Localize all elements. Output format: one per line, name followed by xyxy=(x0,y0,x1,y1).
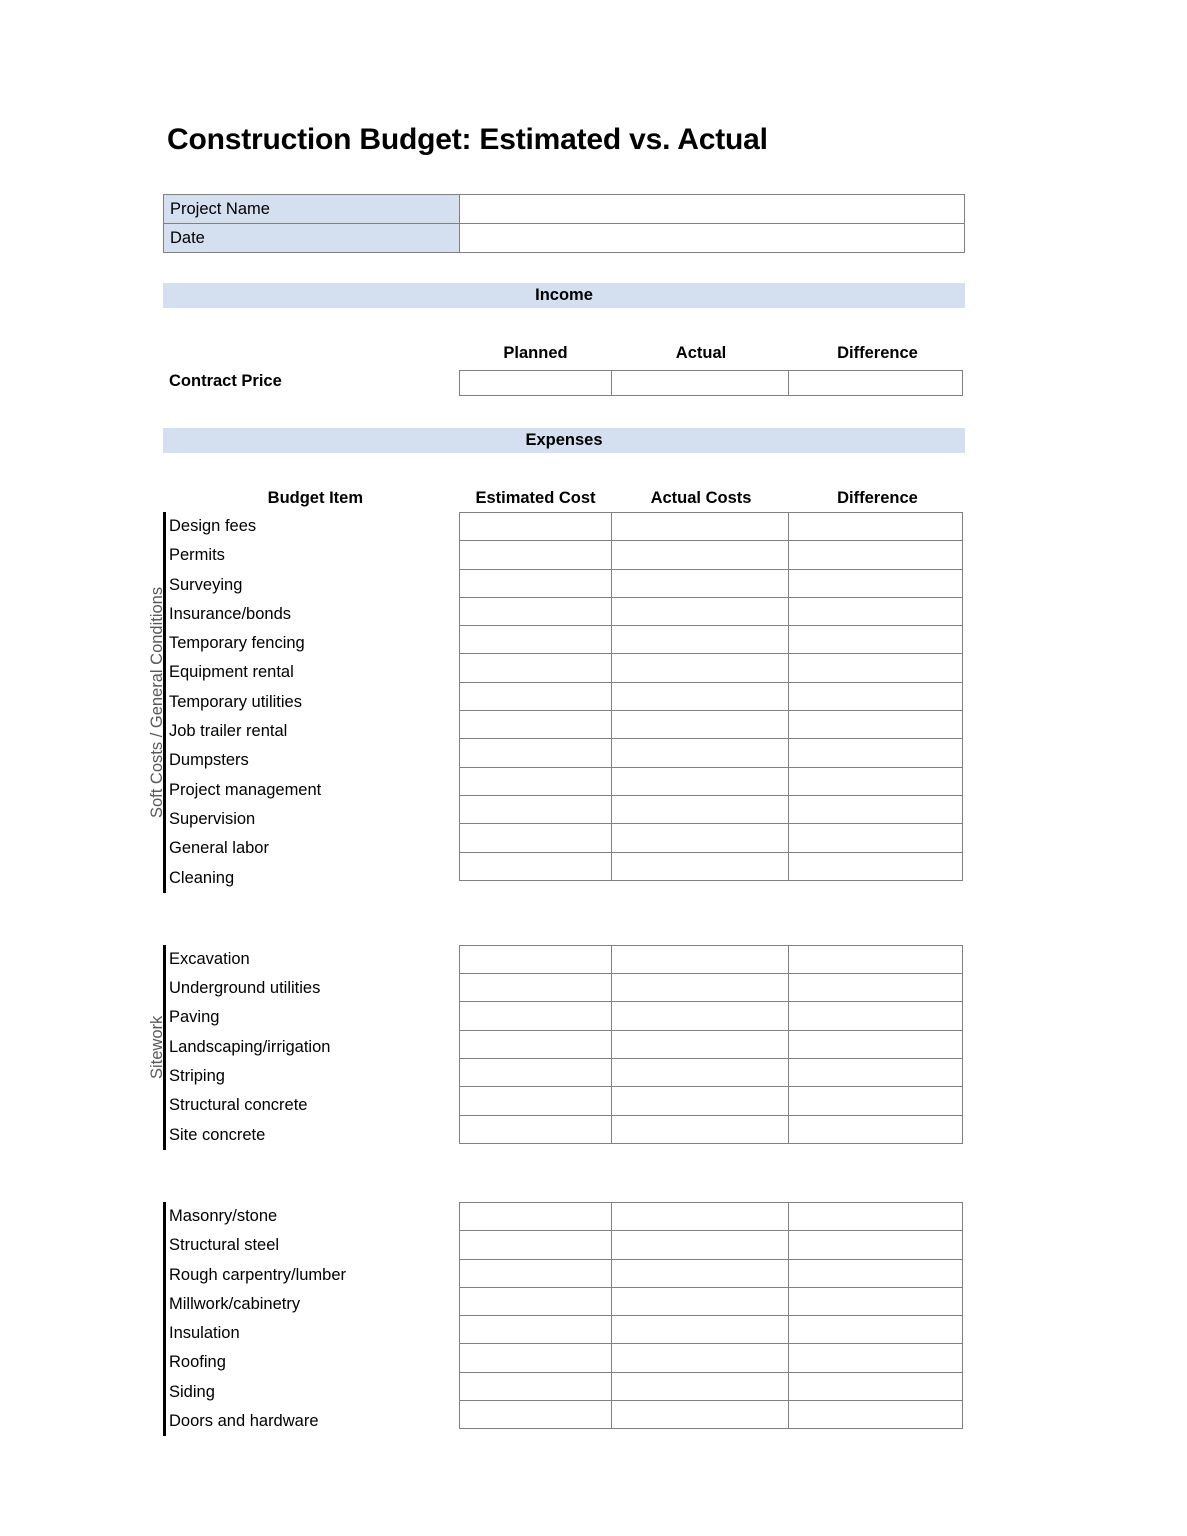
budget-item-label: Permits xyxy=(169,546,225,565)
group-item-labels xyxy=(169,945,330,1150)
page-title: Construction Budget: Estimated vs. Actual xyxy=(167,123,768,156)
estimated-cost-cell[interactable] xyxy=(459,1259,612,1288)
project-info-row xyxy=(164,195,965,224)
actual-cost-cell[interactable] xyxy=(611,795,789,824)
difference-cell[interactable] xyxy=(788,1001,963,1030)
estimated-cost-cell[interactable] xyxy=(459,795,612,824)
estimated-cost-cell[interactable] xyxy=(459,1343,612,1372)
budget-item-label: Structural concrete xyxy=(169,1096,308,1115)
actual-cost-cell[interactable] xyxy=(611,1086,789,1115)
budget-item-label: Supervision xyxy=(169,809,256,828)
difference-cell[interactable] xyxy=(788,1030,963,1059)
expense-group xyxy=(0,512,1187,893)
estimated-cost-cell[interactable] xyxy=(459,1001,612,1030)
table-row xyxy=(459,541,965,569)
table-row xyxy=(459,1002,965,1030)
difference-cell[interactable] xyxy=(788,1343,963,1372)
contract-price-label: Contract Price xyxy=(169,372,282,390)
estimated-cost-cell[interactable] xyxy=(459,1287,612,1316)
difference-cell[interactable] xyxy=(788,597,963,626)
budget-item-label: Masonry/stone xyxy=(169,1207,278,1225)
contract-price-difference-cell[interactable] xyxy=(788,370,963,396)
estimated-cost-cell[interactable] xyxy=(459,1400,612,1429)
budget-item-label: Siding xyxy=(169,1382,215,1401)
estimated-cost-cell[interactable] xyxy=(459,1202,612,1231)
actual-cost-cell[interactable] xyxy=(611,1372,789,1401)
table-row xyxy=(459,824,965,852)
table-row xyxy=(459,853,965,881)
table-row xyxy=(459,1316,965,1344)
actual-cost-cell[interactable] xyxy=(611,1001,789,1030)
difference-cell[interactable] xyxy=(788,540,963,569)
difference-cell[interactable] xyxy=(788,1372,963,1401)
group-cost-grid xyxy=(459,1202,965,1429)
difference-cell[interactable] xyxy=(788,973,963,1002)
group-cost-grid xyxy=(459,945,965,1144)
estimated-cost-cell[interactable] xyxy=(459,653,612,682)
budget-item-label: Insulation xyxy=(169,1324,240,1343)
difference-cell[interactable] xyxy=(788,738,963,767)
expenses-header-actual-costs: Actual Costs xyxy=(650,489,752,507)
budget-item-label: Paving xyxy=(169,1008,220,1027)
difference-cell[interactable] xyxy=(788,625,963,654)
expense-group xyxy=(0,945,1187,1150)
estimated-cost-cell[interactable] xyxy=(459,852,612,881)
table-row xyxy=(459,1087,965,1115)
actual-cost-cell[interactable] xyxy=(611,1030,789,1059)
difference-cell[interactable] xyxy=(788,1115,963,1144)
table-row xyxy=(459,796,965,824)
group-item-labels xyxy=(169,1202,346,1436)
table-row xyxy=(459,570,965,598)
project-info-value-field[interactable] xyxy=(459,224,964,253)
actual-cost-cell[interactable] xyxy=(611,625,789,654)
budget-item-label: Design fees xyxy=(169,517,257,535)
difference-cell[interactable] xyxy=(788,653,963,682)
table-row xyxy=(459,598,965,626)
actual-cost-cell[interactable] xyxy=(611,1230,789,1259)
income-header-difference: Difference xyxy=(837,344,918,362)
contract-price-actual-cell[interactable] xyxy=(611,370,789,396)
expenses-section-banner: Expenses xyxy=(163,428,965,453)
difference-cell[interactable] xyxy=(788,1202,963,1231)
table-row xyxy=(459,1031,965,1059)
actual-cost-cell[interactable] xyxy=(611,1058,789,1087)
budget-item-label: Excavation xyxy=(169,949,250,968)
group-cost-grid xyxy=(459,512,965,881)
contract-price-row xyxy=(459,370,965,396)
expenses-header-estimated-cost: Estimated Cost xyxy=(475,489,596,507)
table-row xyxy=(459,1373,965,1401)
group-vertical-label-text: Soft Costs / General Conditions xyxy=(148,586,166,818)
difference-cell[interactable] xyxy=(788,1230,963,1259)
actual-cost-cell[interactable] xyxy=(611,569,789,598)
difference-cell[interactable] xyxy=(788,1259,963,1288)
difference-cell[interactable] xyxy=(788,1315,963,1344)
project-info-label: Project Name xyxy=(164,195,460,224)
budget-item-label: General labor xyxy=(169,839,269,858)
table-row xyxy=(459,1401,965,1429)
table-row xyxy=(459,1231,965,1259)
budget-item-label: Temporary utilities xyxy=(169,692,302,711)
difference-cell[interactable] xyxy=(788,1287,963,1316)
budget-item-label: Equipment rental xyxy=(169,663,294,682)
estimated-cost-cell[interactable] xyxy=(459,823,612,852)
budget-item-label: Cleaning xyxy=(169,868,235,887)
table-row xyxy=(459,768,965,796)
budget-item-label: Job trailer rental xyxy=(169,722,288,741)
actual-cost-cell[interactable] xyxy=(611,710,789,739)
estimated-cost-cell[interactable] xyxy=(459,1086,612,1115)
actual-cost-cell[interactable] xyxy=(611,1115,789,1144)
budget-item-label: Rough carpentry/lumber xyxy=(169,1265,347,1284)
estimated-cost-cell[interactable] xyxy=(459,945,612,974)
actual-cost-cell[interactable] xyxy=(611,1287,789,1316)
table-row xyxy=(459,1202,965,1231)
difference-cell[interactable] xyxy=(788,823,963,852)
project-info-value-field[interactable] xyxy=(459,195,964,224)
estimated-cost-cell[interactable] xyxy=(459,710,612,739)
difference-cell[interactable] xyxy=(788,1058,963,1087)
actual-cost-cell[interactable] xyxy=(611,512,789,541)
project-info-table xyxy=(163,194,965,253)
table-row xyxy=(459,711,965,739)
expenses-column-headers xyxy=(459,489,965,508)
actual-cost-cell[interactable] xyxy=(611,1400,789,1429)
budget-item-label: Temporary fencing xyxy=(169,634,305,653)
budget-item-label: Dumpsters xyxy=(169,751,249,770)
difference-cell[interactable] xyxy=(788,1400,963,1429)
estimated-cost-cell[interactable] xyxy=(459,973,612,1002)
group-item-labels xyxy=(169,512,321,893)
table-row xyxy=(459,1288,965,1316)
difference-cell[interactable] xyxy=(788,852,963,881)
estimated-cost-cell[interactable] xyxy=(459,1230,612,1259)
difference-cell[interactable] xyxy=(788,569,963,598)
project-info-label: Date xyxy=(164,224,460,253)
table-row xyxy=(459,1059,965,1087)
table-row xyxy=(459,1344,965,1372)
table-row xyxy=(459,739,965,767)
expenses-header-budget-item: Budget Item xyxy=(267,489,363,507)
actual-cost-cell[interactable] xyxy=(611,1343,789,1372)
budget-item-label: Site concrete xyxy=(169,1125,266,1144)
difference-cell[interactable] xyxy=(788,1086,963,1115)
table-row xyxy=(459,512,965,541)
budget-item-label: Roofing xyxy=(169,1353,226,1372)
budget-item-label: Insurance/bonds xyxy=(169,604,292,623)
group-rail xyxy=(163,1202,166,1436)
difference-cell[interactable] xyxy=(788,945,963,974)
table-row xyxy=(459,1260,965,1288)
budget-item-label: Landscaping/irrigation xyxy=(169,1037,331,1056)
income-header-planned: Planned xyxy=(503,344,568,362)
estimated-cost-cell[interactable] xyxy=(459,1372,612,1401)
income-header-actual: Actual xyxy=(675,344,727,362)
budget-item-label: Project management xyxy=(169,780,322,799)
group-vertical-label-text: Sitework xyxy=(148,1015,166,1079)
budget-item-label: Millwork/cabinetry xyxy=(169,1294,301,1313)
estimated-cost-cell[interactable] xyxy=(459,767,612,796)
contract-price-planned-cell[interactable] xyxy=(459,370,612,396)
expense-group xyxy=(0,1202,1187,1436)
actual-cost-cell[interactable] xyxy=(611,1259,789,1288)
income-section-banner: Income xyxy=(163,283,965,308)
estimated-cost-cell[interactable] xyxy=(459,1115,612,1144)
difference-cell[interactable] xyxy=(788,795,963,824)
estimated-cost-cell[interactable] xyxy=(459,569,612,598)
estimated-cost-cell[interactable] xyxy=(459,597,612,626)
actual-cost-cell[interactable] xyxy=(611,1315,789,1344)
actual-cost-cell[interactable] xyxy=(611,653,789,682)
actual-cost-cell[interactable] xyxy=(611,540,789,569)
difference-cell[interactable] xyxy=(788,512,963,541)
estimated-cost-cell[interactable] xyxy=(459,512,612,541)
expenses-header-difference: Difference xyxy=(837,489,918,507)
estimated-cost-cell[interactable] xyxy=(459,625,612,654)
table-row xyxy=(459,654,965,682)
budget-item-label: Doors and hardware xyxy=(169,1412,319,1431)
estimated-cost-cell[interactable] xyxy=(459,1030,612,1059)
actual-cost-cell[interactable] xyxy=(611,973,789,1002)
income-column-headers xyxy=(459,344,965,363)
table-row xyxy=(459,974,965,1002)
estimated-cost-cell[interactable] xyxy=(459,682,612,711)
project-info-row xyxy=(164,224,965,253)
budget-item-label: Surveying xyxy=(169,575,243,594)
actual-cost-cell[interactable] xyxy=(611,767,789,796)
budget-item-label: Striping xyxy=(169,1067,225,1086)
difference-cell[interactable] xyxy=(788,710,963,739)
table-row xyxy=(459,1116,965,1144)
budget-item-label: Structural steel xyxy=(169,1236,280,1255)
actual-cost-cell[interactable] xyxy=(611,738,789,767)
estimated-cost-cell[interactable] xyxy=(459,1058,612,1087)
estimated-cost-cell[interactable] xyxy=(459,1315,612,1344)
table-row xyxy=(459,683,965,711)
actual-cost-cell[interactable] xyxy=(611,852,789,881)
actual-cost-cell[interactable] xyxy=(611,682,789,711)
estimated-cost-cell[interactable] xyxy=(459,738,612,767)
difference-cell[interactable] xyxy=(788,682,963,711)
actual-cost-cell[interactable] xyxy=(611,1202,789,1231)
budget-item-label: Underground utilities xyxy=(169,979,321,998)
table-row xyxy=(459,945,965,974)
table-row xyxy=(459,626,965,654)
estimated-cost-cell[interactable] xyxy=(459,540,612,569)
actual-cost-cell[interactable] xyxy=(611,945,789,974)
actual-cost-cell[interactable] xyxy=(611,823,789,852)
actual-cost-cell[interactable] xyxy=(611,597,789,626)
difference-cell[interactable] xyxy=(788,767,963,796)
